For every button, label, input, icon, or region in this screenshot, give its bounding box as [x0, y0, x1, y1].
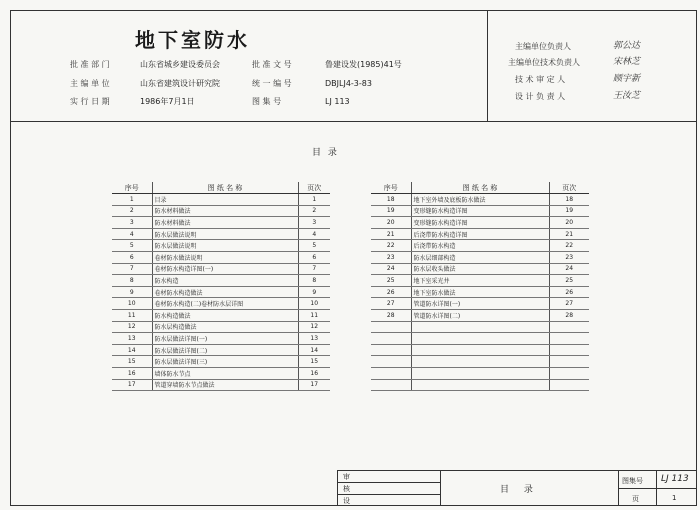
toc-page: 3 [298, 217, 330, 229]
toc-page: 11 [298, 309, 330, 321]
toc-page: 1 [298, 194, 330, 206]
meta-label: 主 编 单 位 [70, 79, 110, 88]
toc-page: 18 [549, 194, 589, 206]
toc-no [371, 379, 411, 391]
toc-name: 防水层做法详图(一) [152, 333, 298, 345]
toc-no: 6 [112, 251, 152, 263]
toc-name: 管道穿墙防水节点做法 [152, 379, 298, 391]
toc-name: 防水材料做法 [152, 217, 298, 229]
toc-no: 11 [112, 309, 152, 321]
toc-no: 21 [371, 228, 411, 240]
toc-name: 防水层构造做法 [152, 321, 298, 333]
table-row [371, 217, 589, 229]
toc-name [411, 379, 549, 391]
toc-page [549, 367, 589, 379]
signature-label: 设 计 负 责 人 [515, 92, 566, 101]
toc-page: 10 [298, 298, 330, 310]
toc-no: 25 [371, 275, 411, 287]
meta-value: 山东省建筑设计研究院 [140, 79, 220, 88]
table-row [112, 194, 330, 206]
signature-label: 技 术 审 定 人 [515, 75, 566, 84]
table-row [112, 286, 330, 298]
table-row [112, 309, 330, 321]
toc-page: 27 [549, 298, 589, 310]
toc-name: 防水材料做法 [152, 205, 298, 217]
toc-name: 墙体防水节点 [152, 367, 298, 379]
design-label: 设 [343, 497, 350, 505]
table-row [371, 275, 589, 287]
toc-page: 15 [298, 356, 330, 368]
toc-page: 2 [298, 205, 330, 217]
atlas-no: LJ 113 [661, 474, 689, 484]
atlas-no-label: 图集号 [622, 477, 643, 485]
table-row [112, 333, 330, 345]
toc-no: 12 [112, 321, 152, 333]
toc-page [549, 356, 589, 368]
page-label: 页 [632, 495, 639, 503]
toc-no: 4 [112, 228, 152, 240]
meta-label: 实 行 日 期 [70, 97, 110, 106]
toc-no: 24 [371, 263, 411, 275]
toc-name: 防水层收头做法 [411, 263, 549, 275]
atlas-title: 地下室防水 [135, 28, 250, 52]
toc-name: 地下室防水做法 [411, 286, 549, 298]
toc-name [411, 356, 549, 368]
toc-no [371, 321, 411, 333]
table-row [371, 298, 589, 310]
toc-name: 防水层做法详图(二) [152, 344, 298, 356]
toc-no: 1 [112, 194, 152, 206]
toc-name: 卷材防水做法说明 [152, 251, 298, 263]
toc-no: 3 [112, 217, 152, 229]
toc-page: 21 [549, 228, 589, 240]
toc-no [371, 344, 411, 356]
toc-no: 17 [112, 379, 152, 391]
toc-no: 14 [112, 344, 152, 356]
table-row [112, 321, 330, 333]
toc-page: 22 [549, 240, 589, 252]
toc-no: 19 [371, 205, 411, 217]
toc-name: 卷材防水构造做法 [152, 286, 298, 298]
toc-page: 14 [298, 344, 330, 356]
toc-name: 卷材防水构造(二)卷材防水层详图 [152, 298, 298, 310]
toc-page [549, 379, 589, 391]
title-block-top [337, 470, 697, 471]
toc-name: 地下室外墙及底板防水做法 [411, 194, 549, 206]
meta-value: DBJLJ4-3-83 [325, 79, 372, 88]
table-row [112, 240, 330, 252]
signature-label: 主编单位负责人 [515, 42, 571, 51]
toc-no [371, 356, 411, 368]
table-row [112, 263, 330, 275]
toc-no: 27 [371, 298, 411, 310]
table-row [371, 286, 589, 298]
table-row [112, 228, 330, 240]
toc-page: 28 [549, 309, 589, 321]
meta-label: 统 一 编 号 [252, 79, 292, 88]
toc-no: 9 [112, 286, 152, 298]
toc-no: 26 [371, 286, 411, 298]
toc-page: 26 [549, 286, 589, 298]
toc-name [411, 333, 549, 345]
table-row [112, 217, 330, 229]
title-block-row [337, 494, 440, 495]
toc-name: 管道防水详图(一) [411, 298, 549, 310]
table-row [371, 251, 589, 263]
toc-page: 24 [549, 263, 589, 275]
toc-name [411, 321, 549, 333]
sheet-name: 目 录 [500, 485, 539, 495]
table-row [371, 356, 589, 368]
toc-no: 2 [112, 205, 152, 217]
toc-no [371, 367, 411, 379]
toc-page: 25 [549, 275, 589, 287]
table-row [112, 298, 330, 310]
table-row [112, 251, 330, 263]
toc-name [411, 344, 549, 356]
toc-page: 17 [298, 379, 330, 391]
toc-no: 23 [371, 251, 411, 263]
toc-name: 卷材防水构造详图(一) [152, 263, 298, 275]
table-row [112, 344, 330, 356]
title-block-row [618, 488, 697, 489]
table-row [112, 379, 330, 391]
toc-table-right [371, 182, 589, 391]
toc-heading: 目 录 [312, 148, 339, 158]
toc-no: 18 [371, 194, 411, 206]
toc-page: 19 [549, 205, 589, 217]
toc-no: 28 [371, 309, 411, 321]
table-row [112, 205, 330, 217]
toc-name: 后浇带防水构造详图 [411, 228, 549, 240]
toc-name: 防水层做法说明 [152, 228, 298, 240]
meta-label: 图 集 号 [252, 97, 282, 106]
toc-name: 地下室采光井 [411, 275, 549, 287]
toc-name: 后浇带防水构造 [411, 240, 549, 252]
table-row [371, 367, 589, 379]
table-row [112, 275, 330, 287]
toc-name: 防水构造做法 [152, 309, 298, 321]
toc-page [549, 344, 589, 356]
toc-page: 9 [298, 286, 330, 298]
col-header-name: 图 纸 名 称 [411, 182, 549, 194]
table-row [371, 344, 589, 356]
meta-value: 山东省城乡建设委员会 [140, 60, 220, 69]
toc-name: 防水层做法详图(三) [152, 356, 298, 368]
table-row [371, 228, 589, 240]
toc-page: 20 [549, 217, 589, 229]
toc-no: 20 [371, 217, 411, 229]
frame-left [10, 10, 11, 506]
toc-no: 16 [112, 367, 152, 379]
check-label: 核 [343, 485, 350, 493]
toc-no: 15 [112, 356, 152, 368]
col-header-page: 页次 [549, 182, 589, 194]
signature: 顾宇新 [613, 74, 641, 84]
meta-value: 鲁建设发(1985)41号 [325, 60, 402, 69]
table-row [371, 263, 589, 275]
signature: 王汝芝 [613, 91, 641, 101]
toc-name: 变形缝防水构造详图 [411, 205, 549, 217]
toc-name: 防水层细部构造 [411, 251, 549, 263]
signature-label: 主编单位技术负责人 [508, 58, 580, 67]
table-row [371, 309, 589, 321]
meta-label: 批 准 部 门 [70, 60, 110, 69]
toc-no: 22 [371, 240, 411, 252]
col-header-no: 序号 [371, 182, 411, 194]
toc-page: 7 [298, 263, 330, 275]
toc-page: 4 [298, 228, 330, 240]
table-row [371, 194, 589, 206]
toc-name: 变形缝防水构造详图 [411, 217, 549, 229]
toc-no [371, 333, 411, 345]
table-row [371, 205, 589, 217]
title-block-divider [440, 470, 441, 506]
toc-page: 5 [298, 240, 330, 252]
toc-page [549, 321, 589, 333]
title-block-left [337, 470, 338, 506]
toc-page: 13 [298, 333, 330, 345]
toc-no: 13 [112, 333, 152, 345]
meta-value: LJ 113 [325, 97, 350, 106]
frame-right [696, 10, 697, 506]
table-row [371, 321, 589, 333]
signature: 宋林芝 [613, 57, 641, 67]
col-header-no: 序号 [112, 182, 152, 194]
toc-name: 防水层做法说明 [152, 240, 298, 252]
table-row [371, 333, 589, 345]
meta-label: 批 准 文 号 [252, 60, 292, 69]
signature-divider [487, 10, 488, 122]
toc-name: 目录 [152, 194, 298, 206]
toc-table-left [112, 182, 330, 391]
toc-name: 防水构造 [152, 275, 298, 287]
table-row [371, 379, 589, 391]
col-header-name: 图 纸 名 称 [152, 182, 298, 194]
toc-no: 5 [112, 240, 152, 252]
toc-page [549, 333, 589, 345]
toc-no: 7 [112, 263, 152, 275]
table-row [371, 240, 589, 252]
toc-page: 6 [298, 251, 330, 263]
title-block-row [337, 482, 440, 483]
header-divider [10, 121, 697, 122]
table-row [112, 367, 330, 379]
toc-page: 23 [549, 251, 589, 263]
toc-page: 16 [298, 367, 330, 379]
toc-name [411, 367, 549, 379]
toc-name: 管道防水详图(二) [411, 309, 549, 321]
frame-top [10, 10, 697, 11]
signature: 郭公达 [613, 41, 641, 51]
toc-page: 8 [298, 275, 330, 287]
review-label: 审 [343, 473, 350, 481]
frame-bottom [10, 505, 697, 506]
col-header-page: 页次 [298, 182, 330, 194]
toc-no: 10 [112, 298, 152, 310]
page-no: 1 [672, 494, 677, 502]
meta-value: 1986年7月1日 [140, 97, 195, 106]
table-row [112, 356, 330, 368]
toc-page: 12 [298, 321, 330, 333]
toc-no: 8 [112, 275, 152, 287]
